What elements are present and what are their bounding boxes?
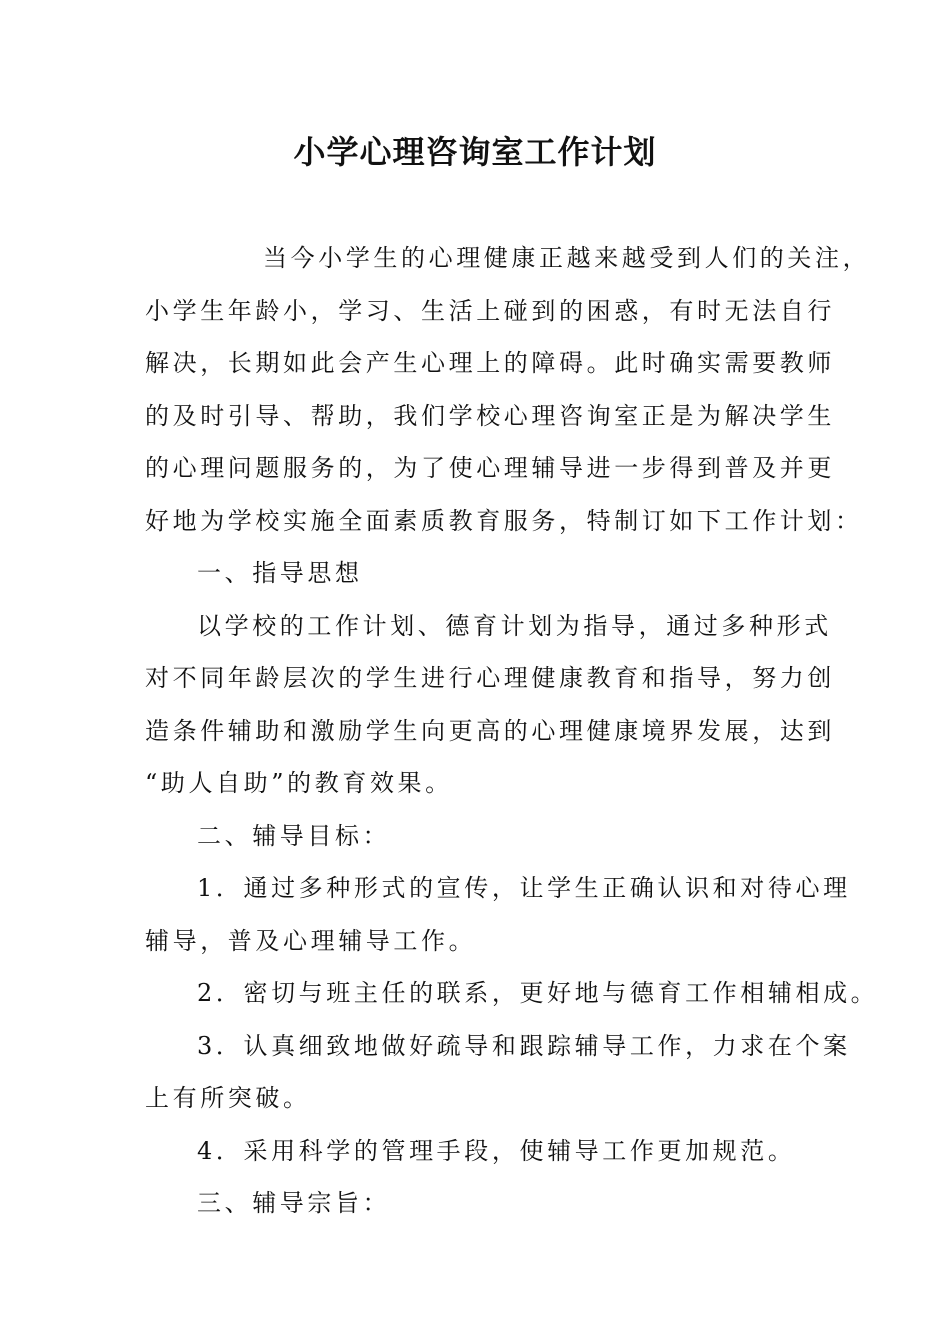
paragraph-line: 的心理问题服务的，为了使心理辅导进一步得到普及并更 [145, 454, 835, 482]
list-item-line: 4．采用科学的管理手段，使辅导工作更加规范。 [197, 1136, 796, 1165]
section-heading: 一、指导思想 [197, 559, 363, 587]
list-item-line: 上有所突破。 [145, 1084, 311, 1112]
section-heading: 二、辅导目标： [197, 821, 391, 850]
paragraph-line: 的及时引导、帮助，我们学校心理咨询室正是为解决学生 [145, 401, 835, 430]
paragraph-line: 小学生年龄小，学习、生活上碰到的困惑，有时无法自行 [145, 296, 835, 325]
section-heading: 三、辅导宗旨： [197, 1189, 391, 1217]
list-item-line: 辅导，普及心理辅导工作。 [145, 926, 477, 955]
paragraph-line: 解决，长期如此会产生心理上的障碍。此时确实需要教师 [145, 349, 835, 377]
list-item-line: 2．密切与班主任的联系，更好地与德育工作相辅相成。 [197, 979, 879, 1007]
list-item-line: 1．通过多种形式的宣传，让学生正确认识和对待心理 [197, 874, 851, 902]
document-title: 小学心理咨询室工作计划 [293, 133, 657, 171]
paragraph-line: 以学校的工作计划、德育计划为指导，通过多种形式 [197, 611, 832, 640]
paragraph-line: 造条件辅助和激励学生向更高的心理健康境界发展，达到 [145, 716, 835, 745]
paragraph-line: 对不同年龄层次的学生进行心理健康教育和指导，努力创 [145, 664, 835, 692]
paragraph-line: 好地为学校实施全面素质教育服务，特制订如下工作计划： [145, 506, 863, 535]
paragraph-line: 当今小学生的心理健康正越来越受到人们的关注， [263, 244, 871, 272]
list-item-line: 3．认真细致地做好疏导和跟踪辅导工作，力求在个案 [197, 1031, 851, 1060]
paragraph-line: “助人自助”的教育效果。 [145, 769, 453, 797]
document-body [145, 232, 879, 1230]
